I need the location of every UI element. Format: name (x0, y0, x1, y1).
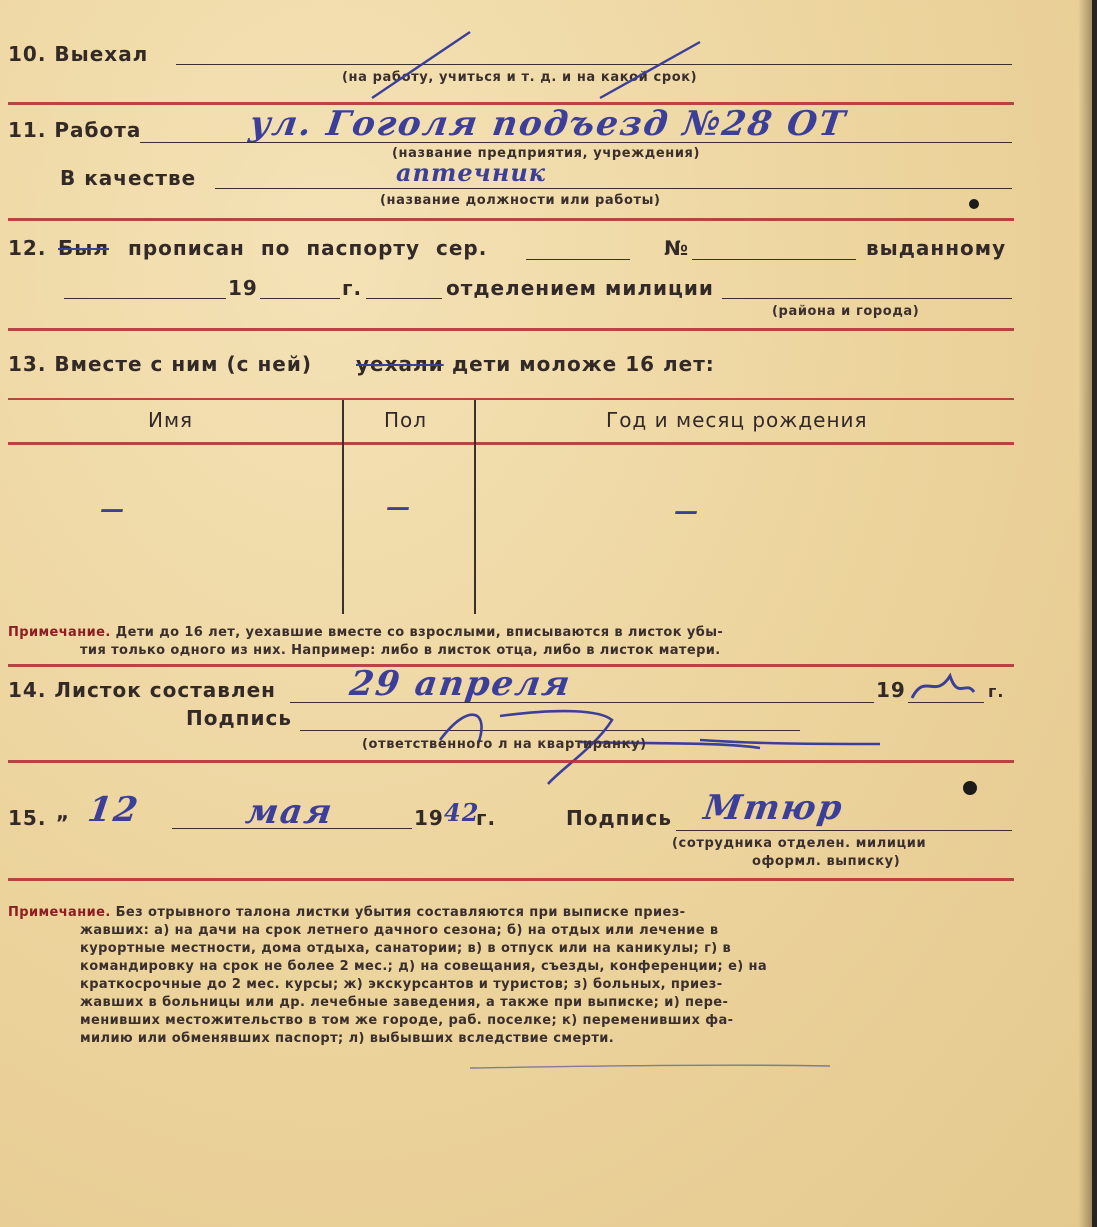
item15-handwritten-year: 42 (444, 798, 480, 827)
item15-year-suffix: г. (476, 806, 497, 830)
table-header-birth: Год и месяц рождения (606, 408, 868, 432)
item15-caption-line2: оформл. выписку) (752, 854, 901, 869)
item11-caption-place: (название предприятия, учреждения) (392, 146, 701, 161)
note1-rubric: Примечание. (8, 625, 111, 640)
note1-line1: Дети до 16 лет, уехавшие вместе со взрослыми, вписываются в листок убы- (115, 625, 724, 640)
item15-label: 15. (8, 806, 47, 830)
note1-line2: тия только одного из них. Например: либо в листок отца, либо в листок матери. (80, 643, 721, 658)
item14-label: 14. Листок составлен (8, 678, 276, 702)
item14-caption: (ответственного л на квартиранку) (362, 737, 647, 752)
item15-handwritten-month: мая (243, 792, 337, 832)
note2-line-4: краткосрочные до 2 мес. курсы; ж) экскурсантов и туристов; з) больных, приез- (80, 977, 723, 992)
item11-handwritten-place: ул. Гоголя подъезд №28 ОТ (247, 104, 850, 144)
table-cell-name: — (100, 494, 125, 523)
table-cell-birth: — (674, 496, 699, 525)
item14-signature-label: Подпись (186, 706, 292, 730)
note2-line-6: менивших местожительство в том же городе, раб. поселке; к) переменивших фа- (80, 1013, 734, 1028)
item14-handwritten-date: 29 апреля (347, 664, 575, 704)
item11-handwritten-role: аптечник (396, 158, 547, 187)
item10-caption: (на работу, учиться и т. д. и на какой срок) (342, 70, 698, 85)
item12-caption: (района и города) (772, 304, 920, 319)
note2-line-7: милию или обменявших паспорт; л) выбывших вследствие смерти. (80, 1031, 615, 1046)
note2-line-2: курортные местности, дома отдыха, санатории; в) в отпуск или на каникулы; г) в (80, 941, 732, 956)
note2-rubric: Примечание. (8, 905, 111, 920)
item12-number: 12. (8, 236, 47, 260)
item15-handwritten-day: 12 (85, 790, 143, 830)
note2-line-5: жавших в больницы или др. лечебные заведения, а также при выписке; и) пере- (80, 995, 729, 1010)
table-cell-sex: — (386, 492, 411, 521)
note2-line-1: жавших: а) на дачи на срок летнего дачного сезона; б) на отдых или лечение в (80, 923, 719, 938)
item15-caption-line1: (сотрудника отделен. милиции (672, 836, 927, 851)
item13-label-end: дети моложе 16 лет: (452, 352, 715, 376)
item15-year-prefix: 19 (414, 806, 444, 830)
item12-issued: выданному (866, 236, 1007, 260)
item11-caption-role: (название должности или работы) (380, 193, 661, 208)
table-header-sex: Пол (384, 408, 428, 432)
item15-quote-open: „ (56, 800, 71, 824)
item11-label: 11. Работа (8, 118, 142, 142)
item12-number-sign: № (664, 236, 690, 260)
item12-department: отделением милиции (446, 276, 714, 300)
item15-signature-label: Подпись (566, 806, 672, 830)
item13-label-start: 13. Вместе с ним (с ней) (8, 352, 312, 376)
item13-label-struck: уехали (356, 352, 444, 376)
item12-year-prefix: 19 (228, 276, 258, 300)
item12-label-struck: Был (58, 236, 109, 260)
item14-year-prefix: 19 (876, 678, 906, 702)
note2-line-3: командировку на срок не более 2 мес.; д) на совещания, съезды, конференции; е) на (80, 959, 768, 974)
item15-handwritten-signature: Мтюр (701, 788, 847, 828)
item10-label: 10. Выехал (8, 42, 149, 66)
table-header-name: Имя (148, 408, 194, 432)
item11-role-label: В качестве (60, 166, 197, 190)
item12-label: прописан по паспорту сер. (128, 236, 488, 260)
note2-line-0: Без отрывного талона листки убытия составляются при выписке приез- (115, 905, 686, 920)
item14-year-suffix: г. (988, 682, 1005, 701)
item12-year-suffix: г. (342, 276, 363, 300)
